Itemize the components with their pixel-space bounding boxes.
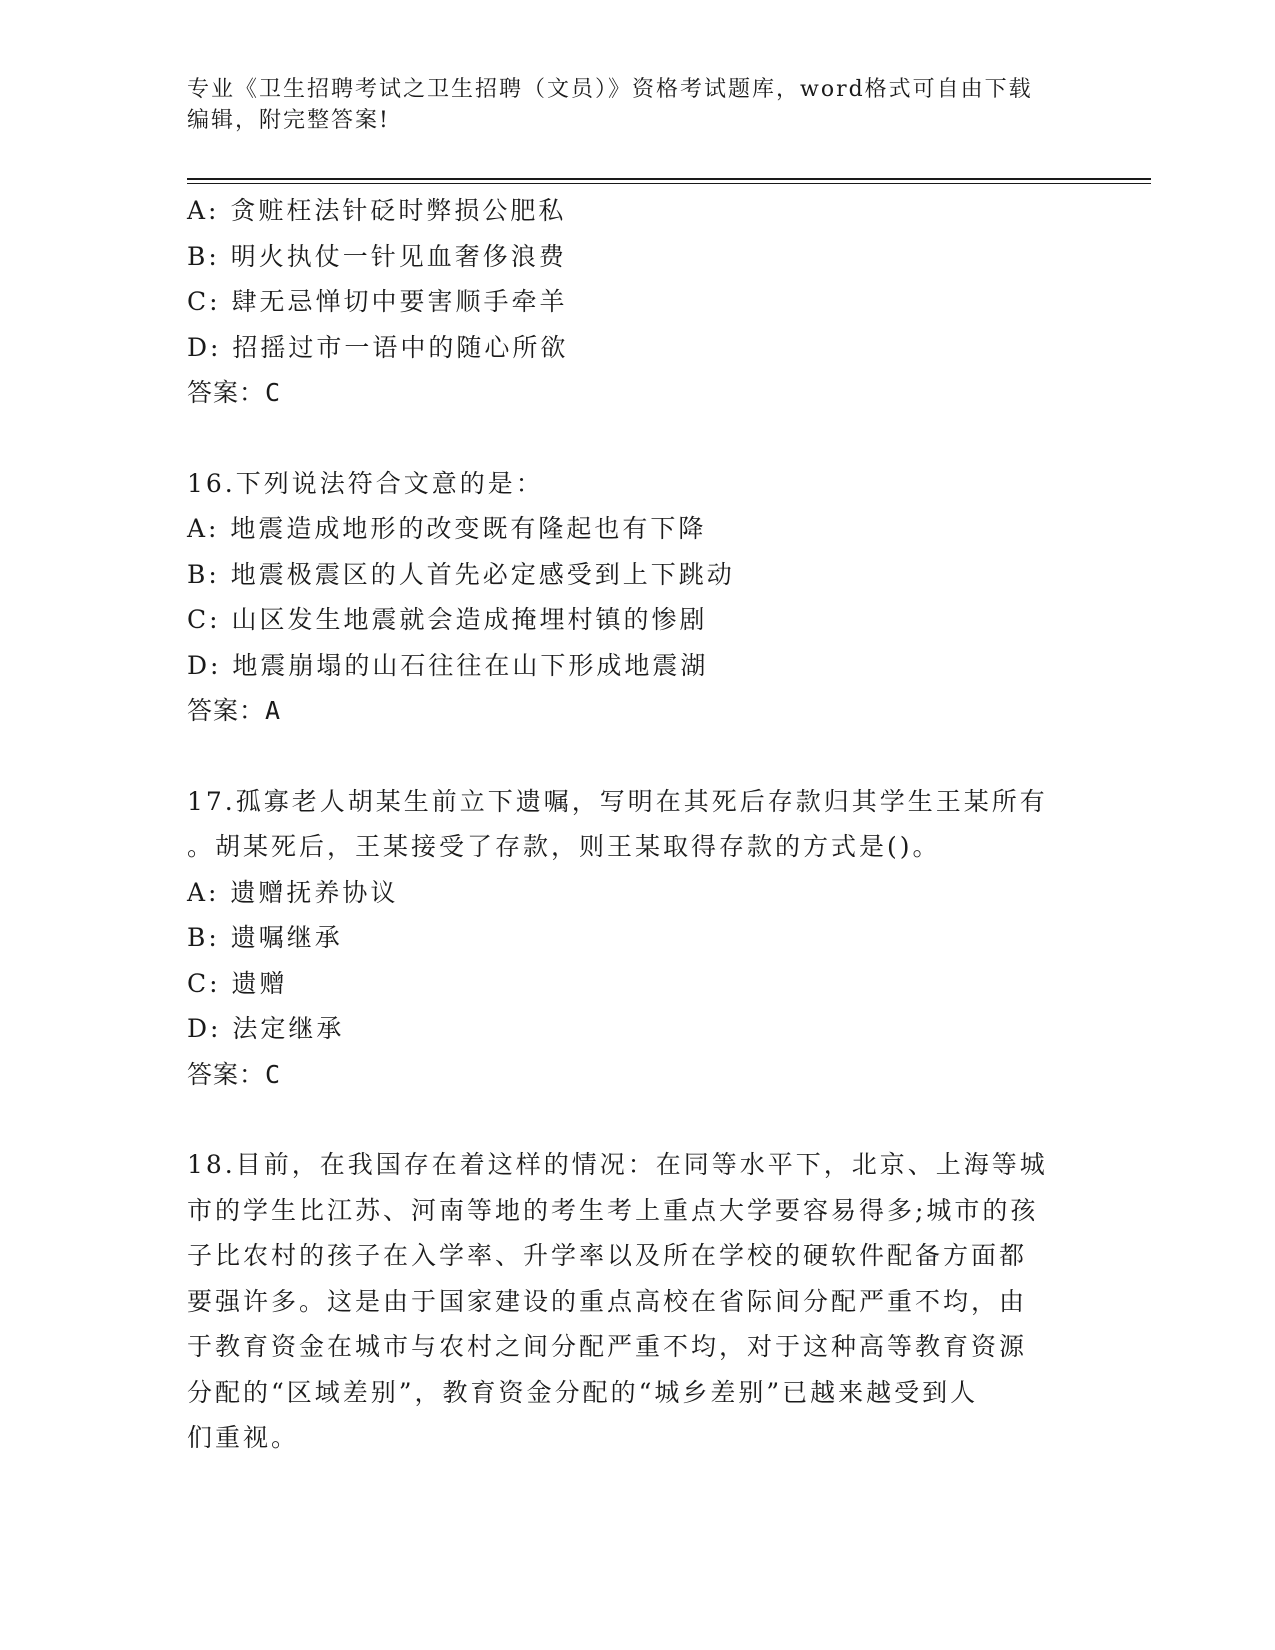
answer-label: 答案： [187,378,266,407]
answer-label: 答案： [187,696,266,725]
question-content [187,188,1087,1461]
question-18 [187,1142,1087,1461]
option-d: D: 法定继承 [187,1014,345,1043]
answer-value: C [265,1059,282,1089]
header-line-1: 专业《卫生招聘考试之卫生招聘（文员）》资格考试题库，word格式可自由下载 [187,77,1033,102]
option-c: C: 山区发生地震就会造成掩埋村镇的惨剧 [187,605,708,634]
question-stem-line: 市的学生比江苏、河南等地的考生考上重点大学要容易得多;城市的孩 [187,1195,1039,1225]
option-d: D: 招摇过市一语中的随心所欲 [187,332,569,362]
question-stem-line: 18.目前，在我国存在着这样的情况：在同等水平下，北京、上海等城 [187,1150,1048,1179]
option-b: B: 遗嘱继承 [187,923,343,952]
answer-line [187,1052,1087,1098]
option-c: C: 肆无忌惮切中要害顺手牵羊 [187,287,568,316]
document-header [187,74,1087,136]
option-d: D: 地震崩塌的山石往往在山下形成地震湖 [187,650,709,680]
question-16 [187,461,1087,734]
question-stem-line: 于教育资金在城市与农村之间分配严重不均，对于这种高等教育资源 [187,1332,1028,1361]
question-stem-line: 分配的“区域差别”，教育资金分配的“城乡差别”已越来越受到人 [187,1377,979,1407]
answer-line [187,688,1087,734]
answer-value: A [265,696,282,725]
question-17 [187,779,1087,1098]
answer-value: C [265,378,282,407]
question-stem-line: 要强许多。这是由于国家建设的重点高校在省际间分配严重不均，由 [187,1286,1028,1316]
answer-line [187,370,1087,416]
question-stem: 16.下列说法符合文意的是： [187,468,544,498]
option-a: A: 地震造成地形的改变既有隆起也有下降 [187,514,707,543]
question-stem-line: 们重视。 [187,1423,300,1452]
option-b: B: 明火执仗一针见血奢侈浪费 [187,241,567,271]
question-15 [187,188,1087,416]
header-divider-thin [187,183,1151,184]
question-stem-line: 子比农村的孩子在入学率、升学率以及所在学校的硬软件配备方面都 [187,1241,1028,1270]
option-c: C: 遗赠 [187,968,288,998]
answer-label: 答案： [187,1059,266,1089]
header-line-2: 编辑，附完整答案! [187,108,390,133]
header-divider-thick [187,178,1151,180]
option-a: A: 遗赠抚养协议 [187,877,399,907]
question-stem-line-1: 17.孤寡老人胡某生前立下遗嘱，写明在其死后存款归其学生王某所有 [187,786,1048,816]
question-stem-line-2: 。胡某死后，王某接受了存款，则王某取得存款的方式是()。 [187,832,941,861]
option-b: B: 地震极震区的人首先必定感受到上下跳动 [187,559,735,589]
option-a: A: 贪赃枉法针砭时弊损公肥私 [187,196,567,225]
